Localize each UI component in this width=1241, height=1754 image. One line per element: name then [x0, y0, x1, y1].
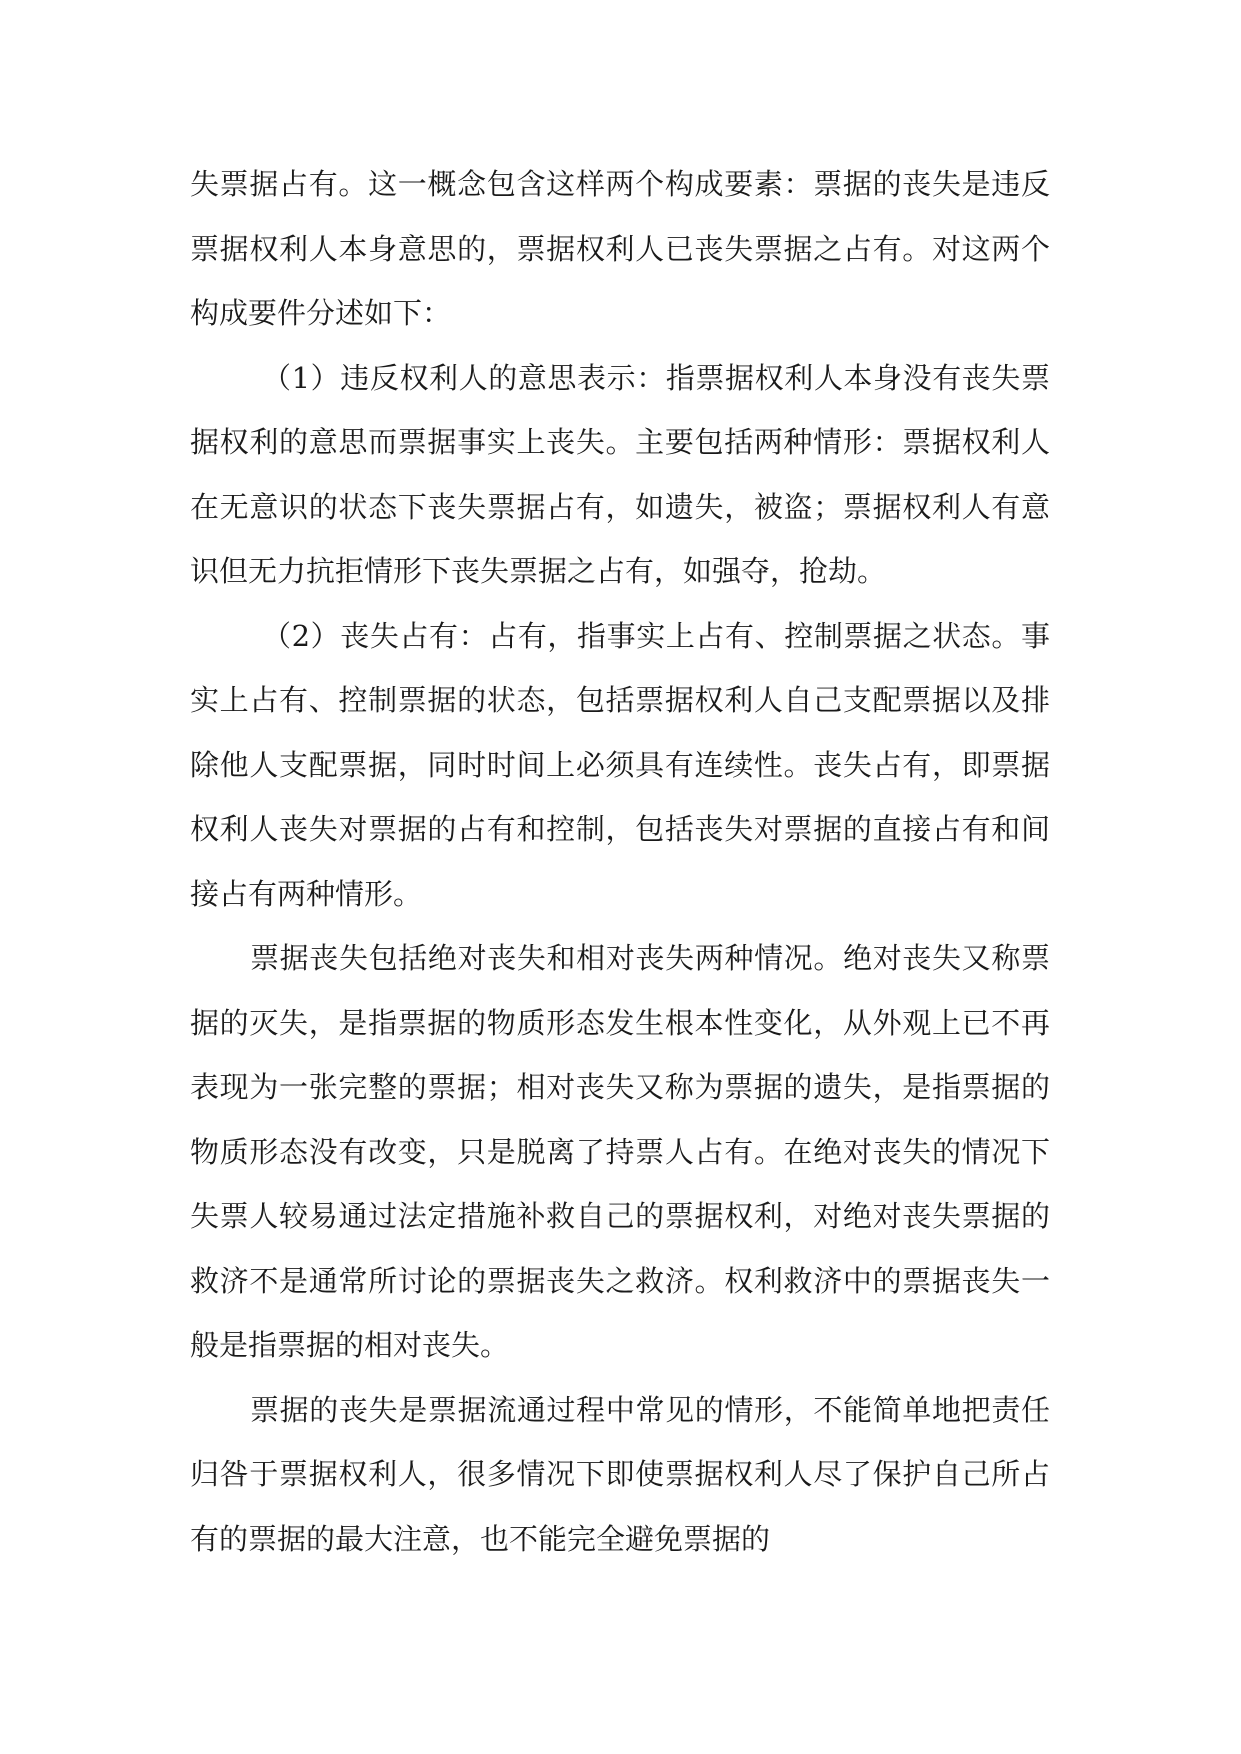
paragraph-loss-types: 票据丧失包括绝对丧失和相对丧失两种情况。绝对丧失又称票据的灭失，是指票据的物质形态发生根本性变化，从外观上已不再表现为一张完整的票据；相对丧失又称为票据的遗失，是指票据的物质形态没有改变，只是脱离了持票人占有。在绝对丧失的情况下失票人较易通过法定措施补救自己的票据权利，对绝对丧失票据的救济不是通常所讨论的票据丧失之救济。权利救济中的票据丧失一般是指票据的相对丧失。: [190, 941, 1050, 1362]
paragraph-item-1: （1）违反权利人的意思表示：指票据权利人本身没有丧失票据权利的意思而票据事实上丧失。主要包括两种情形：票据权利人在无意识的状态下丧失票据占有，如遗失，被盗；票据权利人有意识但无力抗拒情形下丧失票据之占有，如强夺，抢劫。: [190, 360, 1050, 588]
paragraph-item-2: （2）丧失占有：占有，指事实上占有、控制票据之状态。事实上占有、控制票据的状态，包括票据权利人自己支配票据以及排除他人支配票据，同时时间上必须具有连续性。丧失占有，即票据权利人丧失对票据的占有和控制，包括丧失对票据的直接占有和间接占有两种情形。: [190, 618, 1050, 911]
paragraph-loss-common: 票据的丧失是票据流通过程中常见的情形，不能简单地把责任归咎于票据权利人，很多情况下即使票据权利人尽了保护自己所占有的票据的最大注意，也不能完全避免票据的: [190, 1392, 1050, 1556]
document-page: [190, 152, 1050, 1571]
paragraph-continuation: 失票据占有。这一概念包含这样两个构成要素：票据的丧失是违反票据权利人本身意思的，票据权利人已丧失票据之占有。对这两个构成要件分述如下：: [190, 167, 1050, 330]
